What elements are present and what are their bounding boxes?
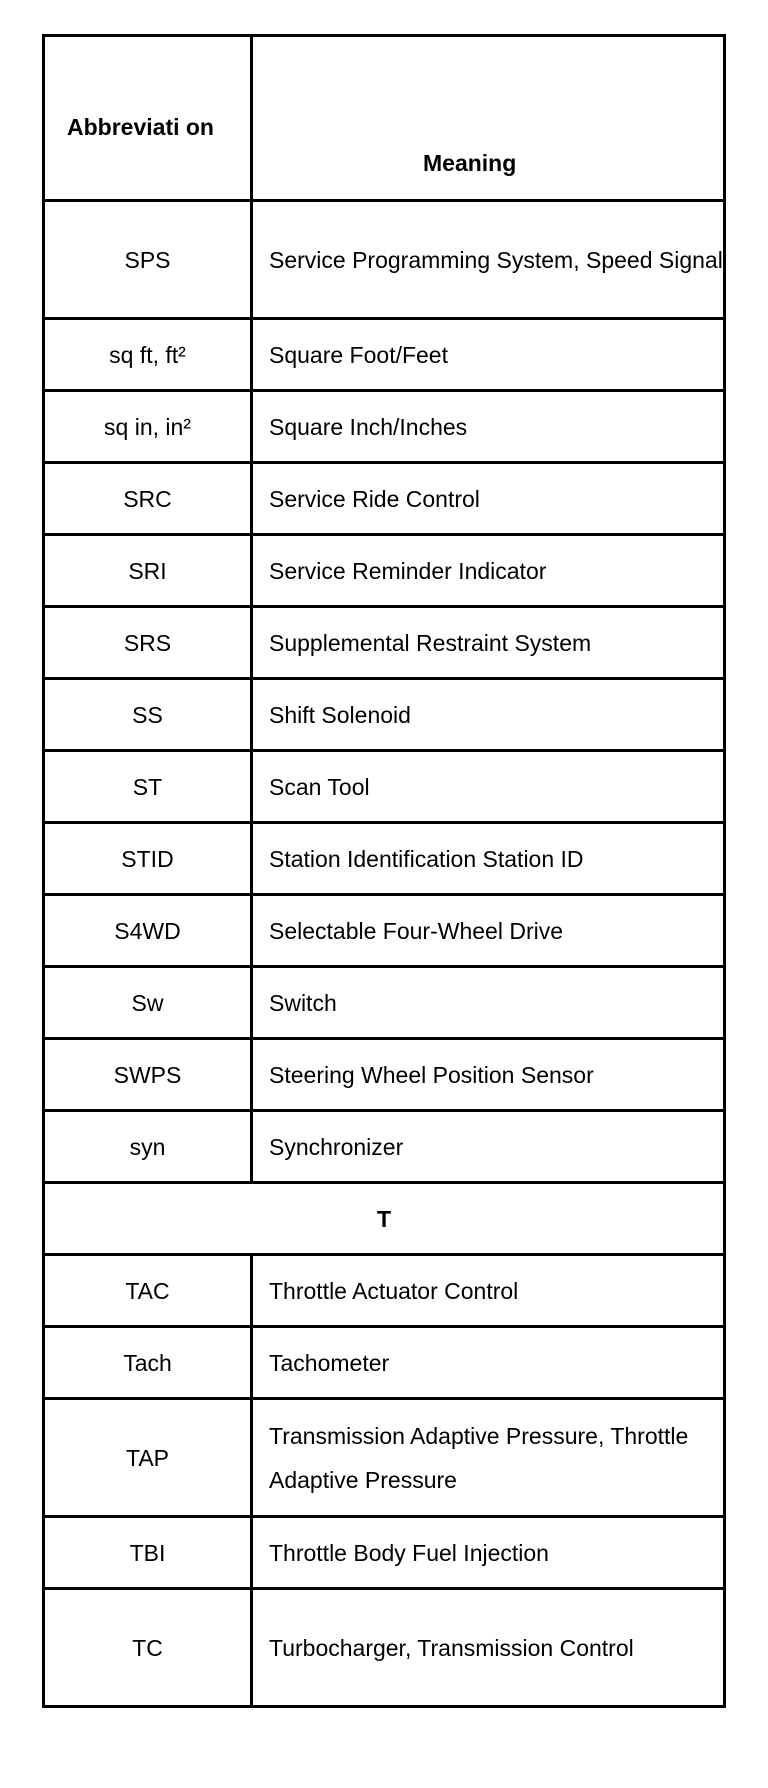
table-row — [44, 679, 725, 751]
table-row — [44, 895, 725, 967]
meaning-cell: Scan Tool — [252, 751, 725, 823]
meaning-cell: Synchronizer — [252, 1111, 725, 1183]
header-row — [44, 36, 725, 201]
table-row — [44, 201, 725, 319]
meaning-cell: Switch — [252, 967, 725, 1039]
abbreviation-cell: STID — [44, 823, 252, 895]
table-row — [44, 967, 725, 1039]
abbreviation-cell: TAP — [44, 1399, 252, 1517]
table-row — [44, 607, 725, 679]
abbreviation-cell: SS — [44, 679, 252, 751]
table-row — [44, 1255, 725, 1327]
meaning-cell: Service Programming System, Speed Signal — [252, 201, 725, 319]
table-row — [44, 391, 725, 463]
meaning-cell: Station Identification Station ID — [252, 823, 725, 895]
abbreviation-cell: SPS — [44, 201, 252, 319]
table-row — [44, 1039, 725, 1111]
abbreviation-column-header: Abbreviati on — [44, 36, 252, 201]
abbreviation-cell: sq ft, ft² — [44, 319, 252, 391]
abbreviation-cell: ST — [44, 751, 252, 823]
table-row — [44, 463, 725, 535]
meaning-cell: Square Foot/Feet — [252, 319, 725, 391]
table-row — [44, 1517, 725, 1589]
abbreviation-cell: Sw — [44, 967, 252, 1039]
table-row — [44, 823, 725, 895]
abbreviation-cell: S4WD — [44, 895, 252, 967]
abbreviation-cell: sq in, in² — [44, 391, 252, 463]
meaning-cell: Turbocharger, Transmission Control — [252, 1589, 725, 1707]
meaning-cell: Selectable Four-Wheel Drive — [252, 895, 725, 967]
abbreviations-table — [42, 34, 726, 1708]
meaning-cell: Supplemental Restraint System — [252, 607, 725, 679]
meaning-cell: Service Ride Control — [252, 463, 725, 535]
abbreviation-cell: TC — [44, 1589, 252, 1707]
table-row — [44, 751, 725, 823]
meaning-cell: Tachometer — [252, 1327, 725, 1399]
abbreviation-cell: SWPS — [44, 1039, 252, 1111]
abbreviation-cell: SRC — [44, 463, 252, 535]
table-row — [44, 1589, 725, 1707]
meaning-column-header: Meaning — [252, 36, 725, 201]
table-row — [44, 319, 725, 391]
abbreviation-cell: Tach — [44, 1327, 252, 1399]
meaning-cell: Transmission Adaptive Pressure, Throttle Adaptive Pressure — [252, 1399, 725, 1517]
table-row — [44, 1111, 725, 1183]
meaning-cell: Service Reminder Indicator — [252, 535, 725, 607]
meaning-cell: Throttle Actuator Control — [252, 1255, 725, 1327]
abbreviation-cell: SRS — [44, 607, 252, 679]
section-letter: T — [44, 1183, 725, 1255]
meaning-cell: Square Inch/Inches — [252, 391, 725, 463]
meaning-cell: Throttle Body Fuel Injection — [252, 1517, 725, 1589]
abbreviation-cell: TAC — [44, 1255, 252, 1327]
abbreviation-cell: TBI — [44, 1517, 252, 1589]
meaning-cell: Steering Wheel Position Sensor — [252, 1039, 725, 1111]
meaning-cell: Shift Solenoid — [252, 679, 725, 751]
abbreviation-cell: SRI — [44, 535, 252, 607]
table-row — [44, 535, 725, 607]
table-row — [44, 1399, 725, 1517]
table-row — [44, 1327, 725, 1399]
section-header-row — [44, 1183, 725, 1255]
abbreviation-cell: syn — [44, 1111, 252, 1183]
